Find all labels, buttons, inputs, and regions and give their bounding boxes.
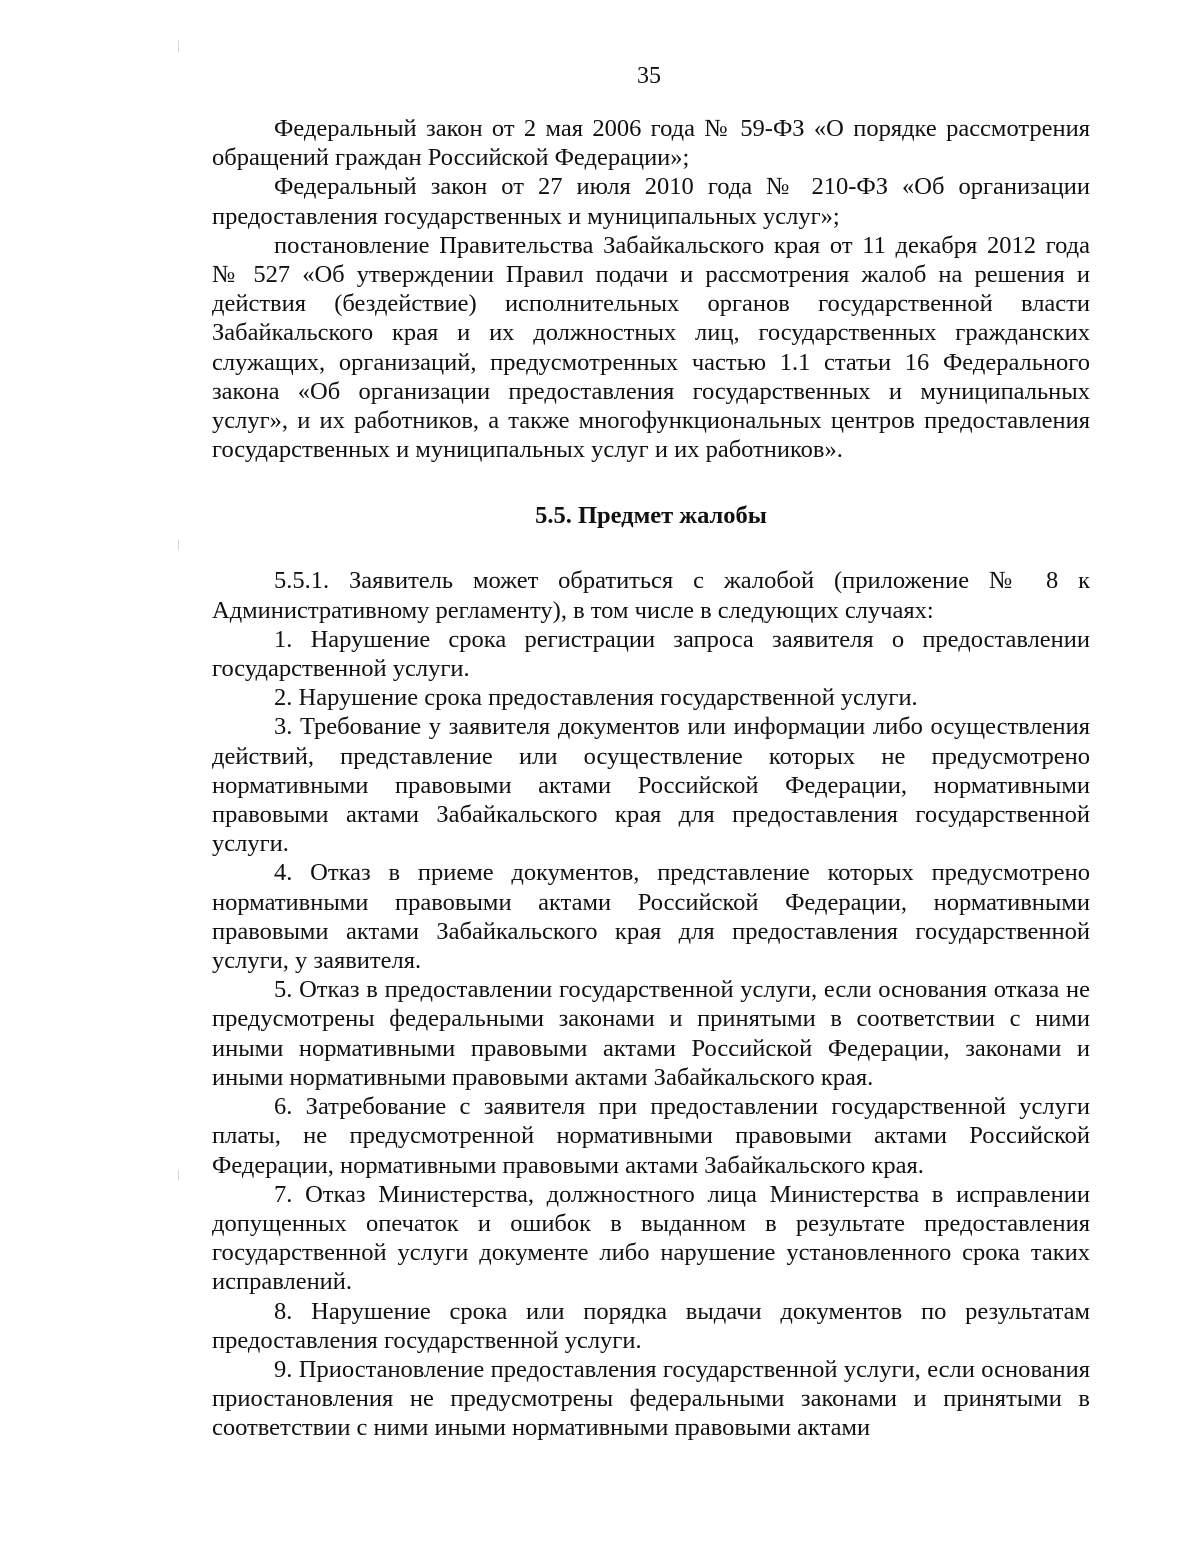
list-item: 2. Нарушение срока предоставления государственной услуги. <box>274 684 918 712</box>
paragraph: 5.5.1. Заявитель может обратиться с жалобой (приложение № 8 к Административному регламенту), в том числе в следующих случаях: <box>212 567 1090 624</box>
paragraph: постановление Правительства Забайкальского края от 11 декабря 2012 года № 527 «Об утверждении Правил подачи и рассмотрения жалоб на решения и действия (бездействие) исполнительных органов государственной власти Забайкальского края и их должностных лиц, государственных гражданских служащих, организаций, предусмотренных частью 1.1 статьи 16 Федерального закона «Об организации предоставления государственных и муниципальных услуг», и их работников, а также многофункциональных центров предоставления государственных и муниципальных услуг и их работников». <box>212 231 1090 464</box>
section-title: 5.5. Предмет жалобы <box>535 502 767 530</box>
list-item: 4. Отказ в приеме документов, представление которых предусмотрено нормативными правовыми актами Российской Федерации, нормативными правовыми актами Забайкальского края для предоставления государственной услуги, у заявителя. <box>212 859 1090 975</box>
list-item: 6. Затребование с заявителя при предоставлении государственной услуги платы, не предусмотренной нормативными правовыми актами Российской Федерации, нормативными правовыми актами Забайкальского края. <box>212 1093 1090 1179</box>
list-item: 8. Нарушение срока или порядка выдачи документов по результатам предоставления государственной услуги. <box>212 1297 1090 1354</box>
paragraph: Федеральный закон от 2 мая 2006 года № 59-ФЗ «О порядке рассмотрения обращений граждан Российской Федерации»; <box>212 115 1090 172</box>
list-item: 7. Отказ Министерства, должностного лица Министерства в исправлении допущенных опечаток и ошибок в выданном в результате предоставления государственной услуги документе либо нарушение установленного срока таких исправлений. <box>212 1180 1090 1296</box>
list-item: 1. Нарушение срока регистрации запроса заявителя о предоставлении государственной услуги. <box>212 625 1090 683</box>
page-number: 35 <box>637 63 661 89</box>
list-item: 9. Приостановление предоставления государственной услуги, если основания приостановления не предусмотрены федеральными законами и принятыми в соответствии с ними иными нормативными правовыми актами <box>212 1355 1090 1442</box>
scan-mark <box>178 40 179 52</box>
list-item: 5. Отказ в предоставлении государственной услуги, если основания отказа не предусмотрены федеральными законами и принятыми в соответствии с ними иными нормативными правовыми актами Российской Федерации, законами и иными нормативными правовыми актами Забайкальского края. <box>212 976 1090 1091</box>
scan-mark <box>178 540 179 550</box>
scan-mark <box>178 1170 179 1180</box>
list-item: 3. Требование у заявителя документов или информации либо осуществления действий, представление или осуществление которых не предусмотрено нормативными правовыми актами Российской Федерации, нормативными правовыми актами Забайкальского края для предоставления государственной услуги. <box>212 713 1090 858</box>
paragraph: Федеральный закон от 27 июля 2010 года № 210-ФЗ «Об организации предоставления государственных и муниципальных услуг»; <box>212 173 1090 230</box>
document-body <box>212 114 1090 1443</box>
